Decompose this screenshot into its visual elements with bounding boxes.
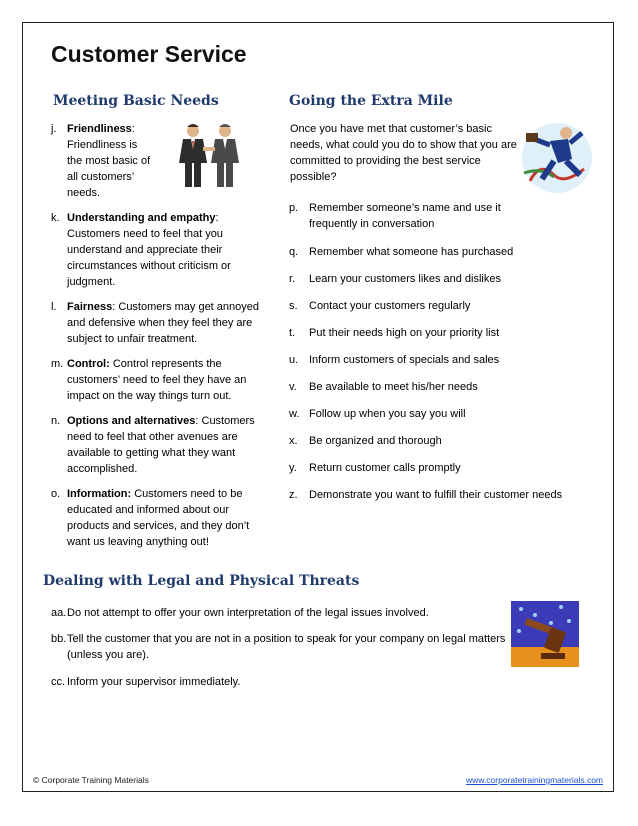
list-item: cc. Inform your supervisor immediately. [51,676,241,688]
going-extra-mile-heading: Going the Extra Mile [289,93,453,109]
list-item: s. Contact your customers regularly [289,300,471,312]
list-item: k. Understanding and empathy: Customers need to feel that you understand and appreciate their circumstances without criticism or judgment. [51,212,231,288]
footer-copyright: © Corporate Training Materials [33,775,149,785]
meeting-basic-needs-heading: Meeting Basic Needs [53,93,219,109]
list-item: m. Control: Control represents the customers’ need to feel they have an impact on the way things turn out. [51,358,247,402]
basic-needs-list [37,121,271,559]
list-item: o. Information: Customers need to be educated and informed about our products and services, and they don’t want us leaving anything out! [51,488,250,548]
list-item: y. Return customer calls promptly [289,462,461,474]
list-item: v. Be available to meet his/her needs [289,381,478,393]
list-item: q. Remember what someone has purchased [289,246,514,258]
list-item: x. Be organized and thorough [289,435,442,447]
list-item: t. Put their needs high on your priority list [289,327,500,339]
page [22,22,614,792]
list-item: l. Fairness: Customers may get annoyed and defensive when they feel they are subject to unfair treatment. [51,301,260,345]
list-item: w. Follow up when you say you will [289,408,466,420]
list-item: j. Friendliness: Friendliness is the most basic of all customers’ needs. [51,123,151,199]
footer-website-link[interactable]: www.corporatetrainingmaterials.com [466,775,603,785]
gavel-icon [511,601,579,667]
extra-mile-intro: Once you have met that customer’s basic needs, what could you do to show that you are committed to providing the best service possible? [290,123,517,183]
list-item: bb. Tell the customer that you are not in a position to speak for your company on legal matters (unless you are). [51,633,506,661]
extra-mile-list [289,121,604,503]
list-item: p. Remember someone’s name and use it frequently in conversation [289,202,501,230]
list-item: r. Learn your customers likes and dislikes [289,273,501,285]
list-item: aa. Do not attempt to offer your own interpretation of the legal issues involved. [51,607,429,619]
page-title: Customer Service [51,41,247,67]
legal-threats-heading: Dealing with Legal and Physical Threats [43,573,360,589]
list-item: n. Options and alternatives: Customers need to feel that other avenues are available to getting what they want accomplished. [51,415,255,475]
list-item: u. Inform customers of specials and sales [289,354,500,366]
list-item: z. Demonstrate you want to fulfill their customer needs [289,489,563,501]
